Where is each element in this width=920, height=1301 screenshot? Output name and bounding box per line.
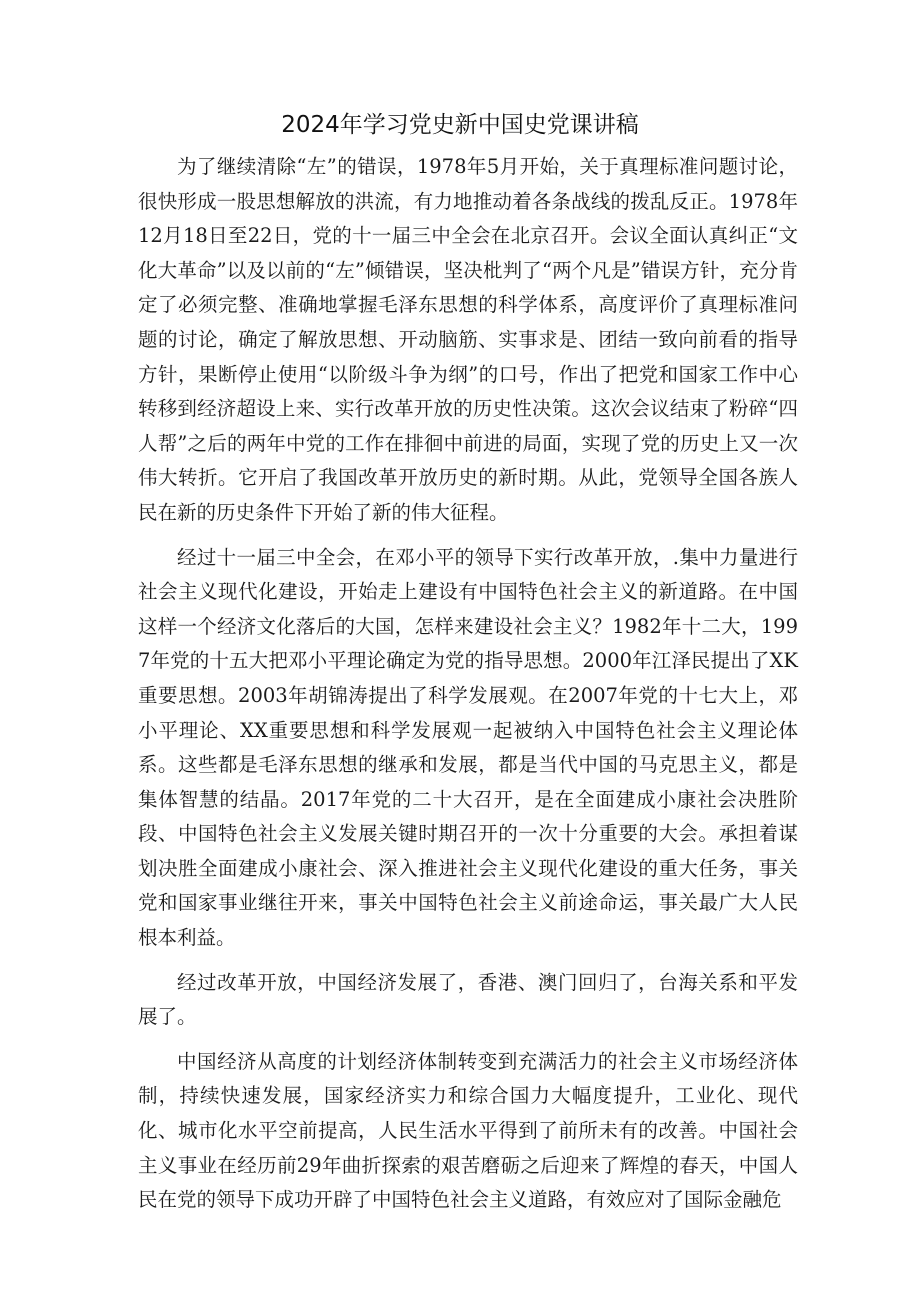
paragraph-4: 中国经济从高度的计划经济体制转变到充满活力的社会主义市场经济体制，持续快速发展，国家经济实力和综合国力大幅度提升，工业化、现代化、城市化水平空前提高，人民生活水平得到了前所未有的改善。中国社会主义事业在经历前29年曲折探索的艰苦磨砺之后迎来了辉煌的春天，中国人民在党的领导下成功开辟了中国特色社会主义道路，有效应对了国际金融危 — [138, 1049, 798, 1212]
paragraph-2: 经过十一届三中全会，在邓小平的领导下实行改革开放，.集中力量进行社会主义现代化建设，开始走上建设有中国特色社会主义的新道路。在中国这样一个经济文化落后的大国，怎样来建设社会主义？1982年十二大，1997年党的十五大把邓小平理论确定为党的指导思想。2000年江泽民提出了XK重要思想。2003年胡锦涛提出了科学发展观。在2007年党的十七大上，邓小平理论、XX重要思想和科学发展观一起被纳入中国特色社会主义理论体系。这些都是毛泽东思想的继承和发展，都是当代中国的马克思主义，都是集体智慧的结晶。2017年党的二十大召开，是在全面建成小康社会决胜阶段、中国特色社会主义发展关键时期召开的一次十分重要的大会。承担着谋划决胜全面建成小康社会、深入推进社会主义现代化建设的重大任务，事关党和国家事业继往开来，事关中国特色社会主义前途命运，事关最广大人民根本利益。 — [138, 545, 798, 950]
paragraph-3: 经过改革开放，中国经济发展了，香港、澳门回归了，台海关系和平发展了。 — [138, 970, 798, 1029]
document-body — [138, 150, 798, 1218]
paragraph-1: 为了继续清除“左”的错误，1978年5月开始，关于真理标准问题讨论，很快形成一股思想解放的洪流，有力地推动着各条战线的拨乱反正。1978年12月18日至22日，党的十一届三中全会在北京召开。会议全面认真纠正“文化大革命”以及以前的“左”倾错误，坚决枇判了“两个凡是”错误方针，充分肯定了必须完整、准确地掌握毛泽东思想的科学体系，高度评价了真理标准问题的讨论，确定了解放思想、开动脑筋、实事求是、团结一致向前看的指导方针，果断停止使用“以阶级斗争为纲”的口号，作出了把党和国家工作中心转移到经济超设上来、实行改革开放的历史性决策。这次会议结束了粉碎“四人帮”之后的两年中党的工作在排徊中前进的局面，实现了党的历史上又一次伟大转折。它开启了我国改革开放历史的新时期。从此，党领导全国各族人民在新的历史条件下开始了新的伟大征程。 — [138, 155, 798, 524]
document-title: 2024年学习党史新中国史党课讲稿 — [281, 112, 639, 138]
